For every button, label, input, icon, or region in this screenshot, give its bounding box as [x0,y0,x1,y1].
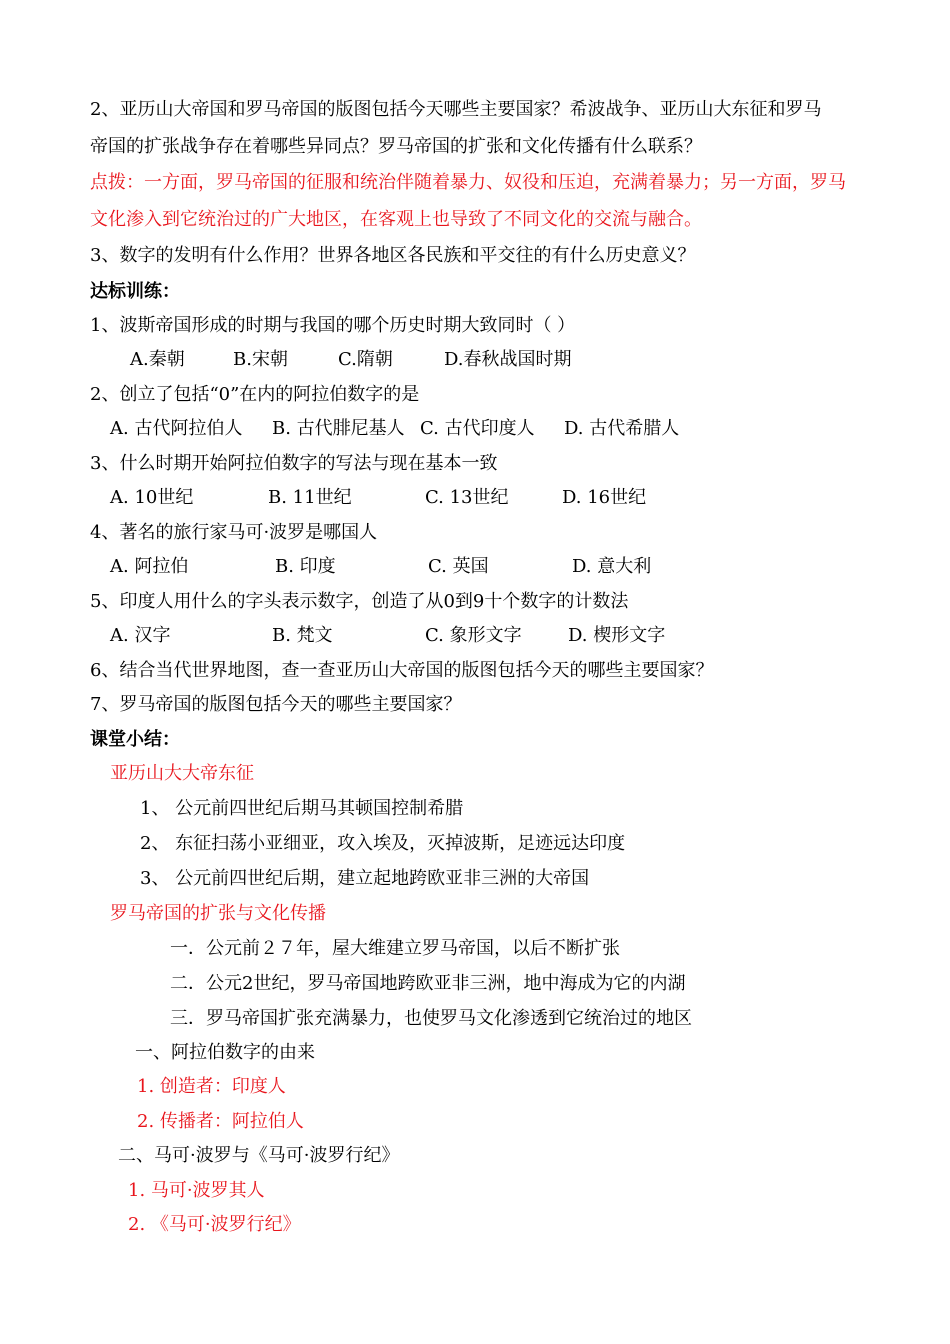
option-a: A. 阿拉伯 [110,556,189,577]
option-b: B. 11世纪 [268,487,352,508]
drill-question-3: 3、什么时期开始阿拉伯数字的写法与现在基本一致 [90,453,498,474]
summary-marco-item-2: 2. 《马可·波罗行纪》 [128,1214,301,1235]
hint-line-2: 文化渗入到它统治过的广大地区，在客观上也导致了不同文化的交流与融合。 [90,209,702,230]
option-d: D. 古代希腊人 [564,418,680,439]
option-c: C. 象形文字 [425,625,522,646]
drill-question-5: 5、印度人用什么的字头表示数字，创造了从0到9十个数字的计数法 [90,591,629,612]
question-3: 3、数字的发明有什么作用？世界各地区各民族和平交往的有什么历史意义？ [90,245,696,266]
summary-rome-item-1: 一．公元前２７年，屋大维建立罗马帝国，以后不断扩张 [170,938,620,959]
option-a: A. 10世纪 [110,487,194,508]
summary-heading: 课堂小结： [90,729,180,750]
option-b: B. 印度 [275,556,336,577]
summary-rome-item-2: 二．公元2世纪，罗马帝国地跨欧亚非三洲，地中海成为它的内湖 [170,973,686,994]
option-a: A. 汉字 [110,625,171,646]
summary-rome-item-3: 三．罗马帝国扩张充满暴力，也使罗马文化渗透到它统治过的地区 [170,1008,692,1029]
summary-arabic-title: 一、阿拉伯数字的由来 [135,1042,315,1063]
drill-question-7: 7、罗马帝国的版图包括今天的哪些主要国家？ [90,694,462,715]
option-c: C. 英国 [428,556,489,577]
drill-heading: 达标训练： [90,281,180,302]
summary-alexander-item-3: 3、 公元前四世纪后期，建立起地跨欧亚非三洲的大帝国 [140,868,590,889]
option-c: C.隋朝 [338,349,393,370]
drill-question-1: 1、波斯帝国形成的时期与我国的哪个历史时期大致同时（ ） [90,315,576,336]
summary-alexander-item-2: 2、 东征扫荡小亚细亚，攻入埃及，灭掉波斯，足迹远达印度 [140,833,626,854]
option-d: D. 16世纪 [562,487,647,508]
summary-arabic-item-1: 1. 创造者：印度人 [137,1076,286,1097]
question-2-line-1: 2、亚历山大帝国和罗马帝国的版图包括今天哪些主要国家？希波战争、亚历山大东征和罗马 [90,99,822,120]
drill-question-6: 6、结合当代世界地图，查一查亚历山大帝国的版图包括今天的哪些主要国家？ [90,660,714,681]
question-2-line-2: 帝国的扩张战争存在着哪些异同点？罗马帝国的扩张和文化传播有什么联系？ [90,136,702,157]
option-a: A.秦朝 [130,349,185,370]
summary-arabic-item-2: 2. 传播者：阿拉伯人 [137,1111,304,1132]
option-c: C. 古代印度人 [420,418,535,439]
option-a: A. 古代阿拉伯人 [110,418,243,439]
option-d: D.春秋战国时期 [444,349,572,370]
drill-question-4: 4、著名的旅行家马可·波罗是哪国人 [90,522,378,543]
option-d: D. 意大利 [572,556,652,577]
option-b: B. 梵文 [272,625,333,646]
summary-rome-title: 罗马帝国的扩张与文化传播 [110,903,326,924]
option-c: C. 13世纪 [425,487,509,508]
summary-alexander-title: 亚历山大大帝东征 [110,763,254,784]
option-d: D. 楔形文字 [568,625,666,646]
option-b: B. 古代腓尼基人 [272,418,405,439]
drill-question-2: 2、创立了包括“0”在内的阿拉伯数字的是 [90,384,420,405]
summary-alexander-item-1: 1、 公元前四世纪后期马其顿国控制希腊 [140,798,464,819]
option-b: B.宋朝 [233,349,288,370]
summary-marco-title: 二、马可·波罗与《马可·波罗行纪》 [118,1145,400,1166]
summary-marco-item-1: 1. 马可·波罗其人 [128,1180,265,1201]
hint-line-1: 点拨：一方面，罗马帝国的征服和统治伴随着暴力、奴役和压迫，充满着暴力；另一方面，罗马 [90,172,846,193]
